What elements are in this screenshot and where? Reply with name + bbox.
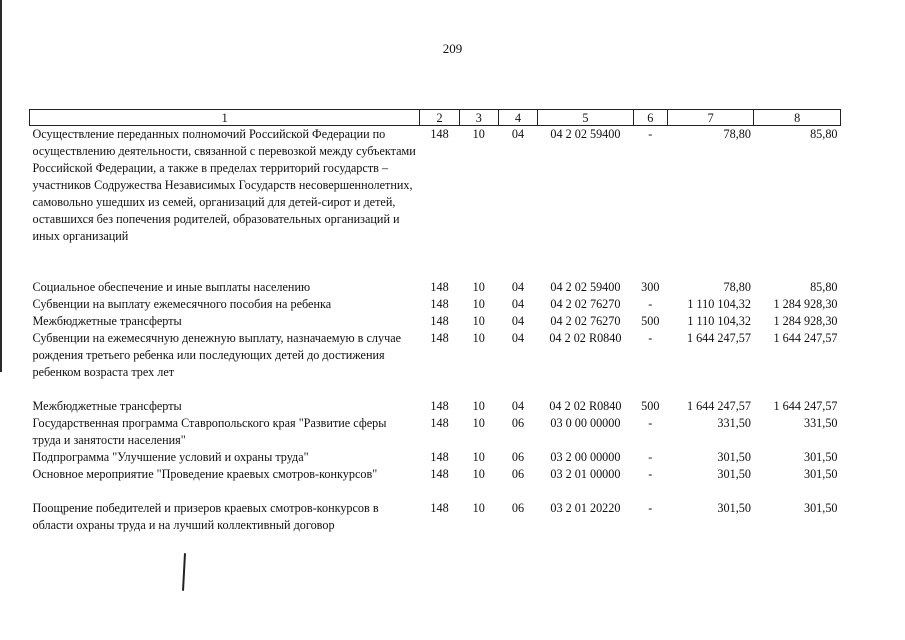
row-ministry: 148 [430, 127, 449, 141]
row-target-article: 04 2 02 R0840 [549, 331, 622, 345]
row-name: Субвенции на выплату ежемесячного пособия на ребенка [32, 297, 332, 311]
row-amount-2: 1 644 247,57 [773, 399, 838, 413]
row-amount-1: 1 644 247,57 [686, 399, 751, 413]
table-row [30, 449, 841, 466]
row-amount-1: 1 110 104,32 [687, 314, 751, 328]
row-amount-1: 301,50 [717, 501, 751, 515]
row-expense-type: - [648, 297, 653, 311]
table-row [30, 313, 841, 330]
row-expense-type: - [648, 501, 653, 515]
row-section: 10 [472, 280, 485, 294]
page-number: 209 [442, 41, 463, 56]
row-expense-type: - [648, 450, 653, 464]
row-amount-2: 301,50 [803, 467, 838, 481]
row-target-article: 04 2 02 R0840 [549, 399, 622, 413]
row-section: 10 [472, 399, 485, 413]
row-subsection: 04 [511, 127, 525, 141]
row-amount-2: 1 644 247,57 [773, 331, 838, 345]
row-name: Субвенции на ежемесячную денежную выплату, назначаемую в случае рождения третьего ребенка или последующих детей до достижения ребенком возраста трех лет [32, 331, 402, 379]
row-expense-type: - [648, 127, 653, 141]
header-col-3: 3 [459, 110, 498, 126]
row-name: Межбюджетные трансферты [32, 314, 182, 328]
table-row [30, 279, 841, 296]
header-col-6: 6 [633, 110, 667, 126]
row-amount-2: 301,50 [803, 450, 838, 464]
row-subsection: 06 [511, 501, 525, 515]
row-name: Государственная программа Ставропольского края "Развитие сферы труда и занятости населения" [32, 416, 387, 447]
row-amount-1: 78,80 [723, 127, 751, 141]
row-subsection: 06 [511, 450, 525, 464]
row-expense-type: 300 [641, 280, 660, 294]
header-col-1: 1 [30, 110, 420, 126]
table-row [30, 398, 841, 415]
row-name: Межбюджетные трансферты [32, 399, 182, 413]
row-ministry: 148 [430, 450, 449, 464]
row-target-article: 03 2 01 00000 [550, 467, 621, 481]
row-name: Поощрение победителей и призеров краевых смотров-конкурсов в области охраны труда и на лучший коллективный договор [32, 501, 379, 532]
table-row [30, 500, 841, 534]
row-amount-1: 78,80 [723, 280, 751, 294]
row-expense-type: - [648, 467, 653, 481]
row-ministry: 148 [430, 416, 449, 430]
table-row [30, 296, 841, 313]
table-row [30, 330, 841, 398]
row-amount-2: 1 284 928,30 [773, 314, 838, 328]
row-ministry: 148 [430, 297, 449, 311]
row-amount-2: 85,80 [810, 280, 838, 294]
row-section: 10 [472, 314, 485, 328]
row-section: 10 [472, 331, 485, 345]
budget-table [29, 109, 841, 534]
row-subsection: 04 [511, 399, 525, 413]
table-row [30, 415, 841, 449]
row-section: 10 [472, 501, 485, 515]
table-row [30, 466, 841, 500]
table-row [30, 126, 841, 280]
row-section: 10 [472, 467, 485, 481]
row-target-article: 04 2 02 59400 [550, 280, 621, 294]
row-ministry: 148 [430, 331, 449, 345]
row-ministry: 148 [430, 280, 449, 294]
row-section: 10 [472, 450, 485, 464]
header-col-5: 5 [538, 110, 634, 126]
header-col-2: 2 [420, 110, 459, 126]
row-amount-1: 301,50 [717, 450, 751, 464]
row-ministry: 148 [430, 501, 449, 515]
row-amount-1: 1 110 104,32 [687, 297, 751, 311]
header-row [30, 110, 841, 126]
header-col-8: 8 [754, 110, 841, 126]
row-target-article: 03 2 00 00000 [550, 450, 621, 464]
row-ministry: 148 [430, 467, 449, 481]
row-ministry: 148 [430, 399, 449, 413]
row-amount-1: 301,50 [717, 467, 751, 481]
row-subsection: 06 [511, 467, 525, 481]
row-section: 10 [472, 297, 485, 311]
row-amount-2: 85,80 [810, 127, 838, 141]
row-section: 10 [472, 416, 485, 430]
row-expense-type: 500 [641, 314, 660, 328]
row-amount-2: 331,50 [803, 416, 838, 430]
header-col-4: 4 [498, 110, 537, 126]
row-target-article: 03 2 01 20220 [550, 501, 621, 515]
row-name: Социальное обеспечение и иные выплаты населению [32, 280, 311, 294]
pen-mark [182, 553, 186, 591]
row-amount-1: 331,50 [717, 416, 751, 430]
row-expense-type: - [648, 331, 653, 345]
row-target-article: 03 0 00 00000 [550, 416, 621, 430]
row-subsection: 04 [511, 280, 525, 294]
row-section: 10 [472, 127, 485, 141]
row-target-article: 04 2 02 76270 [550, 314, 621, 328]
row-subsection: 06 [511, 416, 525, 430]
row-name: Осуществление переданных полномочий Российской Федерации по осуществлению деятельности, связанной с перевозкой между субъектами Российской Федерации, а также в пределах территорий государств – участников Содружества Независимых Государств несовершеннолетних, самовольно ушедших из семей, организаций для детей-сирот и детей, оставшихся без попечения родителей, образовательных организаций и иных организаций [32, 127, 416, 243]
header-col-7: 7 [667, 110, 754, 126]
row-amount-1: 1 644 247,57 [686, 331, 751, 345]
row-name: Основное мероприятие "Проведение краевых смотров-конкурсов" [32, 467, 378, 481]
row-name: Подпрограмма "Улучшение условий и охраны труда" [32, 450, 309, 464]
row-subsection: 04 [511, 314, 525, 328]
row-ministry: 148 [430, 314, 449, 328]
row-amount-2: 301,50 [803, 501, 838, 515]
row-expense-type: - [648, 416, 653, 430]
row-target-article: 04 2 02 76270 [550, 297, 621, 311]
row-subsection: 04 [511, 297, 525, 311]
row-expense-type: 500 [641, 399, 660, 413]
row-amount-2: 1 284 928,30 [773, 297, 838, 311]
row-subsection: 04 [511, 331, 525, 345]
row-target-article: 04 2 02 59400 [550, 127, 621, 141]
